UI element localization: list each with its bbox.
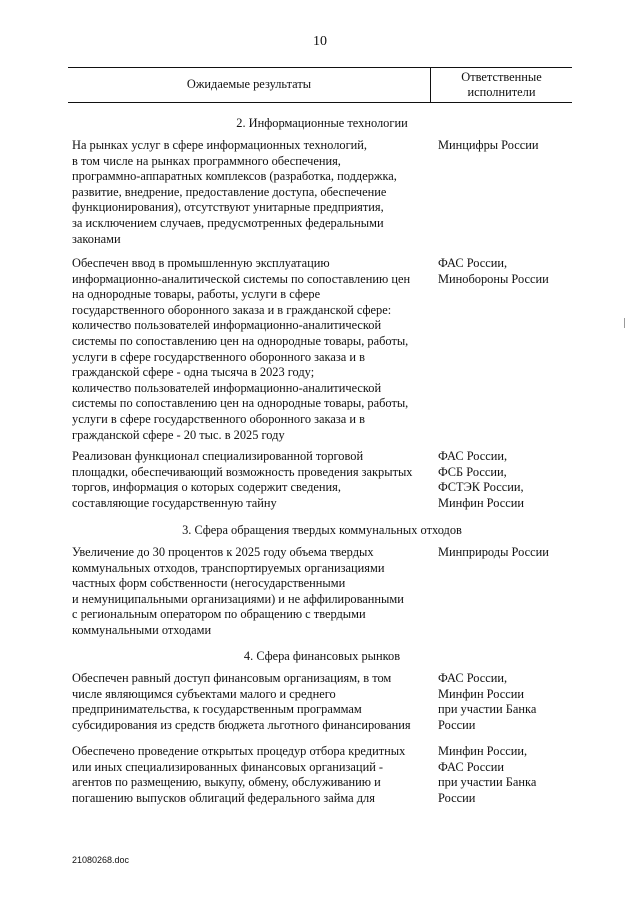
section-title-waste: 3. Сфера обращения твердых коммунальных отходов [182,523,462,537]
footer-filename: 21080268.doc [72,855,130,865]
table-header [68,67,572,103]
result-text: На рынках услуг в сфере информационных технологий, в том числе на рынках программного обеспечения, программно-аппаратных комплексов (разработка, поддержка, развитие, внедрение, предоставление доступа, обеспечение функционирования), отсутствуют унитарные предприятия, за исключением случаев, предусмотренных федеральными законами [72,138,397,246]
responsible-text: Минприроды России [438,545,549,559]
responsible-text: ФАС России, ФСБ России, ФСТЭК России, Минфин России [438,449,525,510]
column-header-responsible: Ответственные исполнители [461,70,542,99]
column-header-results: Ожидаемые результаты [186,77,312,91]
section-title-finance: 4. Сфера финансовых рынков [243,649,401,663]
result-text: Обеспечено проведение открытых процедур отбора кредитных или иных специализированных финансовых организаций - агентов по размещению, выкупу, обмену, обслуживанию и погашению выпусков облигаций федерального займа для [72,744,406,805]
page-number: 10 [313,34,327,49]
responsible-text: Минцифры России [438,138,539,152]
margin-mark [624,318,625,328]
responsible-text: Минфин России, ФАС России при участии Банка России [438,744,537,805]
responsible-text: ФАС России, Минфин России при участии Банка России [438,671,537,732]
result-text: Реализован функционал специализированной торговой площадки, обеспечивающий возможность проведения закрытых торгов, информация о которых содержит сведения, составляющие государственную тайну [72,449,413,510]
section-title-it: 2. Информационные технологии [236,116,408,130]
result-text: Обеспечен ввод в промышленную эксплуатацию информационно-аналитической системы по сопоставлению цен на однородные товары, работы, услуги в сфере государственного оборонного заказа и в гражданской сфере: количество пользователей информационно-аналитической системы по сопоставлению цен на однородные товары, работы, услуги в сфере государственного оборонного заказа и в гражданской сфере - одна тысяча в 2023 году; количество пользователей информационно-аналитической системы по сопоставлению цен на однородные товары, работы, услуги в сфере государственного оборонного заказа и в гражданской сфере - 20 тыс. в 2025 году [72,256,411,442]
responsible-text: ФАС России, Минобороны России [438,256,549,286]
result-text: Увеличение до 30 процентов к 2025 году объема твердых коммунальных отходов, транспортируемых организациями частных форм собственности (негосударственными и немуниципальными организациями) и не аффилированными с региональным оператором по обращению с твердыми коммунальными отходами [72,545,404,637]
result-text: Обеспечен равный доступ финансовым организациям, в том числе являющимся субъектами малого и среднего предпринимательства, к государственным программам субсидирования из средств бюджета льготного финансирования [72,671,411,732]
